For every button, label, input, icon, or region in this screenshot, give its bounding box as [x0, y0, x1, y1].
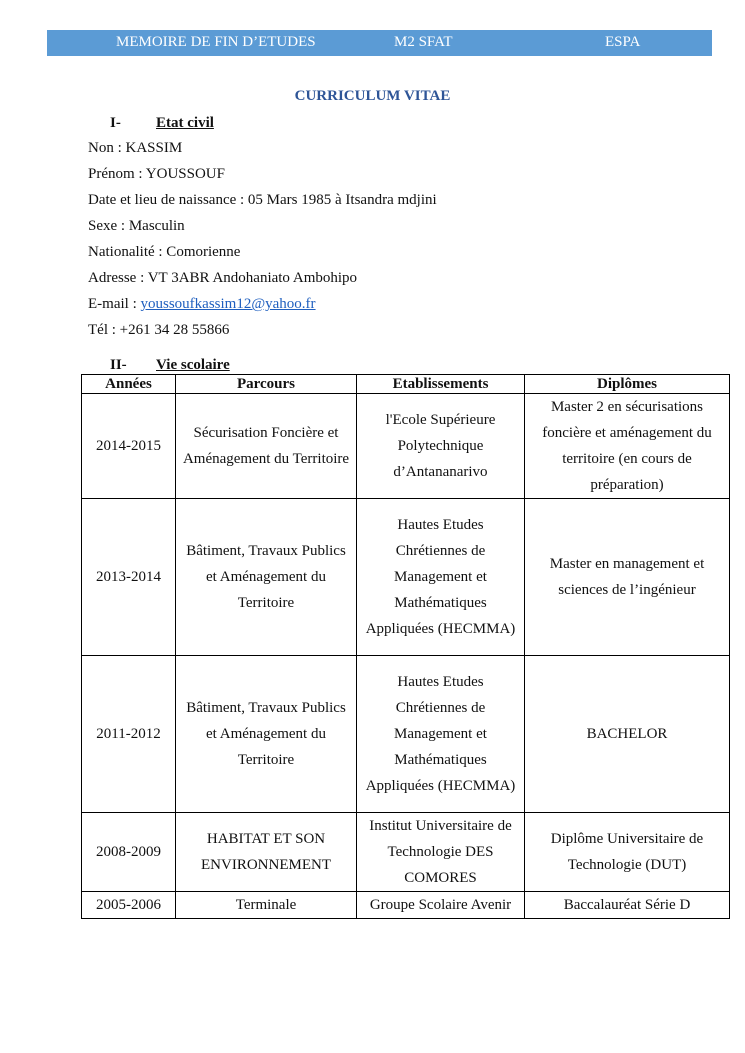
cell-annee: 2011-2012: [82, 656, 176, 813]
cell-etablissement: Hautes Etudes Chrétiennes de Management et Mathématiques Appliquées (HECMMA): [357, 656, 525, 813]
cell-etablissement: Hautes Etudes Chrétiennes de Management et Mathématiques Appliquées (HECMMA): [357, 499, 525, 656]
header-program-label: M2 SFAT: [394, 34, 453, 50]
header-annees: Années: [82, 375, 176, 394]
page-header-band: [47, 30, 712, 56]
field-tel: Tél : +261 34 28 55866: [88, 322, 230, 338]
cell-parcours: Bâtiment, Travaux Publics et Aménagement du Territoire: [176, 656, 357, 813]
header-diplomes: Diplômes: [525, 375, 730, 394]
section-etat-civil-heading: [110, 115, 214, 132]
section-title: Vie scolaire: [156, 357, 230, 373]
header-school-label: ESPA: [605, 34, 641, 50]
table-row: [82, 394, 730, 499]
field-nom: Non : KASSIM: [88, 140, 183, 156]
table-row: [82, 656, 730, 813]
field-naissance: Date et lieu de naissance : 05 Mars 1985 à Itsandra mdjini: [88, 192, 437, 208]
cell-annee: 2008-2009: [82, 813, 176, 892]
cell-diplome: Master 2 en sécurisations foncière et aménagement du territoire (en cours de préparation): [525, 394, 730, 499]
section-vie-scolaire-heading: [110, 357, 230, 374]
cell-etablissement: l'Ecole Supérieure Polytechnique d’Antananarivo: [357, 394, 525, 499]
table-row: [82, 892, 730, 919]
document-title: CURRICULUM VITAE: [294, 88, 451, 104]
cell-etablissement: Groupe Scolaire Avenir: [357, 892, 525, 919]
field-sexe: Sexe : Masculin: [88, 218, 185, 234]
cell-parcours: HABITAT ET SON ENVIRONNEMENT: [176, 813, 357, 892]
header-etablissements: Etablissements: [357, 375, 525, 394]
cell-diplome: BACHELOR: [525, 656, 730, 813]
cell-annee: 2014-2015: [82, 394, 176, 499]
section-title: Etat civil: [156, 115, 214, 131]
email-label: E-mail :: [88, 296, 141, 312]
field-email: [88, 296, 316, 313]
cell-annee: 2005-2006: [82, 892, 176, 919]
field-prenom: Prénom : YOUSSOUF: [88, 166, 225, 182]
cell-etablissement: Institut Universitaire de Technologie DES COMORES: [357, 813, 525, 892]
cell-annee: 2013-2014: [82, 499, 176, 656]
email-link[interactable]: youssoufkassim12@yahoo.fr: [140, 296, 316, 312]
cell-parcours: Bâtiment, Travaux Publics et Aménagement du Territoire: [176, 499, 357, 656]
section-number: I-: [110, 115, 121, 131]
header-memoire-label: MEMOIRE DE FIN D’ETUDES: [116, 34, 316, 50]
cell-diplome: Baccalauréat Série D: [525, 892, 730, 919]
field-nationalite: Nationalité : Comorienne: [88, 244, 241, 260]
education-table: [81, 374, 730, 919]
field-adresse: Adresse : VT 3ABR Andohaniato Ambohipo: [88, 270, 358, 286]
cell-parcours: Sécurisation Foncière et Aménagement du Territoire: [176, 394, 357, 499]
cell-diplome: Diplôme Universitaire de Technologie (DUT): [525, 813, 730, 892]
table-row: [82, 499, 730, 656]
table-header-row: [82, 375, 730, 394]
section-number: II-: [110, 357, 127, 373]
cell-diplome: Master en management et sciences de l’ingénieur: [525, 499, 730, 656]
header-parcours: Parcours: [176, 375, 357, 394]
table-row: [82, 813, 730, 892]
cell-parcours: Terminale: [176, 892, 357, 919]
